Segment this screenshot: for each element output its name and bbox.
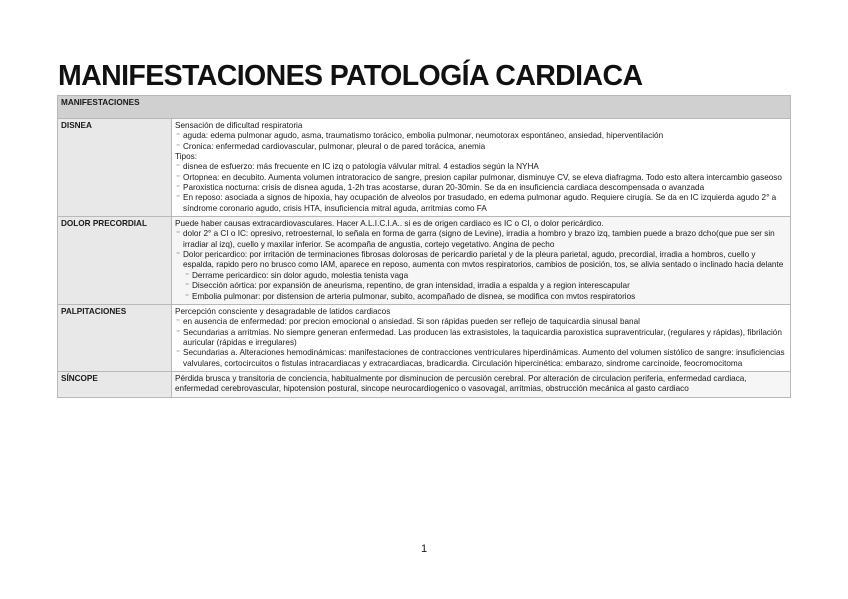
paragraph [175, 219, 787, 229]
table-header-row [58, 96, 791, 119]
bullet-dash-icon: ⁻ [176, 327, 181, 337]
bullet-dash-icon: ⁻ [176, 183, 181, 193]
table-header: MANIFESTACIONES [58, 96, 791, 119]
line-text: Embolia pulmonar: por distension de arteria pulmonar, subito, acompañado de disnea, se modifica con mvtos respiratorios [192, 291, 636, 301]
list-item [175, 328, 787, 349]
paragraph [175, 374, 787, 395]
list-item [175, 281, 787, 291]
bullet-dash-icon: ⁻ [176, 162, 181, 172]
line-text: Puede haber causas extracardiovasculares. Hacer A.L.I.C.I.A.. si es de origen cardiaco es IC o CI, o dolor pericárdico. [175, 219, 604, 229]
line-text: Secundarias a. Alteraciones hemodinámicas: manifestaciones de contracciones ventriculares hiperdinámicas. Aumento del volumen sistólico de sangre: insuficiencias valvulares, cortocircuitos o fistulas intracardiacas y extracardiacas, bradicardia. Circulación hipercinética: embarazo, sindrome carcinoide, feocromocitoma [183, 348, 785, 368]
line-text: En reposo: asociada a signos de hipoxia, hay ocupación de alveolos por trasudado, en edema pulmonar agudo. Requiere cirugía. Se da en IC izquierda agudo 2° a síndrome coronario agudo, crisis HTA, insuficiencia mitral aguda, arritmias como FA [183, 193, 777, 213]
line-text: en ausencia de enfermedad: por precion emocional o ansiedad. Si son rápidas pueden ser reflejo de taquicardia sinusal banal [183, 317, 640, 327]
list-item [175, 173, 787, 183]
bullet-dash-icon: ⁻ [185, 291, 190, 301]
row-content [172, 304, 791, 371]
paragraph [175, 307, 787, 317]
bullet-dash-icon: ⁻ [176, 131, 181, 141]
paragraph [175, 152, 787, 162]
bullet-dash-icon: ⁻ [176, 172, 181, 182]
line-text: Sensación de dificultad respiratoria [175, 121, 303, 130]
bullet-dash-icon: ⁻ [185, 281, 190, 291]
table-row [58, 304, 791, 371]
line-text: Ortopnea: en decubito. Aumenta volumen intratoracico de sangre, presion capilar pulmonar, disminuye CV, se eleva diafragma. Todo esto altera intercambio gaseoso [183, 172, 782, 182]
row-label: DOLOR PRECORDIAL [58, 217, 172, 305]
list-item [175, 292, 787, 302]
line-text: Paroxistica nocturna: crisis de disnea aguda, 1-2h tras acostarse, duran 20-30min. Se da en insuficiencia cardiaca descompensada o avanzada [183, 183, 705, 193]
list-item [175, 162, 787, 172]
table-row [58, 217, 791, 305]
line-text: Cronica: enfermedad cardiovascular, pulmonar, pleural o de pared torácica, anemia [183, 141, 486, 151]
list-item [175, 131, 787, 141]
bullet-dash-icon: ⁻ [185, 270, 190, 280]
row-content [172, 371, 791, 397]
bullet-dash-icon: ⁻ [176, 317, 181, 327]
list-item [175, 348, 787, 369]
line-text: Percepción consciente y desagradable de latidos cardiacos [175, 306, 391, 316]
list-item [175, 317, 787, 327]
line-text: aguda: edema pulmonar agudo, asma, traumatismo torácico, embolia pulmonar, neumotorax espontáneo, ansiedad, hiperventilación [183, 131, 664, 141]
line-text: Disección aórtica: por expansión de aneurisma, repentino, de gran intensidad, irradia a espalda y a region interescapular [192, 281, 630, 291]
list-item [175, 142, 787, 152]
line-text: Secundarias a arritmias. No siempre generan enfermedad. Las producen las extrasistoles, la taquicardia paroxistica supraventricular, (regulares y rápidas), fibrilación auricular (rápidas e irregulares) [183, 327, 782, 347]
table-row [58, 119, 791, 217]
paragraph [175, 121, 787, 131]
line-text: Pérdida brusca y transitoria de conciencia, habitualmente por disminucion de percusión cerebral. Por alteración de circulacion periferia, enfermedad cardiaca, enfermedad cerebrovascular, hipotension postural, sincope neurocardiogenico o vasovagal, arritmias, obstrucción mecánica al gasto cardiaco [175, 373, 747, 394]
row-label: SÍNCOPE [58, 371, 172, 397]
list-item [175, 271, 787, 281]
line-text: Derrame pericardico: sin dolor agudo, molestia tenista vaga [192, 270, 409, 280]
list-item [175, 250, 787, 271]
bullet-dash-icon: ⁻ [176, 141, 181, 151]
bullet-dash-icon: ⁻ [176, 229, 181, 239]
line-text: Dolor pericardico: por irritación de terminaciones fibrosas dolorosas de pericardio parietal y de la pleura parietal, agudo, precordial, irradia a hombros, cuello y espalda, rapido pero no brusco como IAM, aparece en reposo, aumenta con mvtos respiratorios, cambios de posición, tos, se alivia sentado o inclinado hacia delante [183, 250, 784, 270]
row-content [172, 217, 791, 305]
table-row [58, 371, 791, 397]
bullet-dash-icon: ⁻ [176, 193, 181, 203]
manifestations-table [57, 95, 791, 398]
bullet-dash-icon: ⁻ [176, 250, 181, 260]
line-text: disnea de esfuerzo: más frecuente en IC izq o patología válvular mitral. 4 estadios según la NYHA [183, 162, 539, 172]
list-item [175, 229, 787, 250]
row-label: DISNEA [58, 119, 172, 217]
page-number: 1 [420, 543, 428, 555]
row-label: PALPITACIONES [58, 304, 172, 371]
bullet-dash-icon: ⁻ [176, 348, 181, 358]
list-item [175, 193, 787, 214]
list-item [175, 183, 787, 193]
line-text: dolor 2° a CI o IC: opresivo, retroesternal, lo señala en forma de garra (signo de Levine), irradia a hombro y brazo izq, tambien puede a brazo dcho(que pue ser sin irradiar al izq), cuello y maxilar inferior. Se acompaña de angustia, cortejo vegetativo. Angina de pecho [183, 229, 775, 249]
row-content [172, 119, 791, 217]
line-text: Tipos: [175, 152, 197, 162]
page-title: MANIFESTACIONES PATOLOGÍA CARDIACA [58, 60, 643, 92]
